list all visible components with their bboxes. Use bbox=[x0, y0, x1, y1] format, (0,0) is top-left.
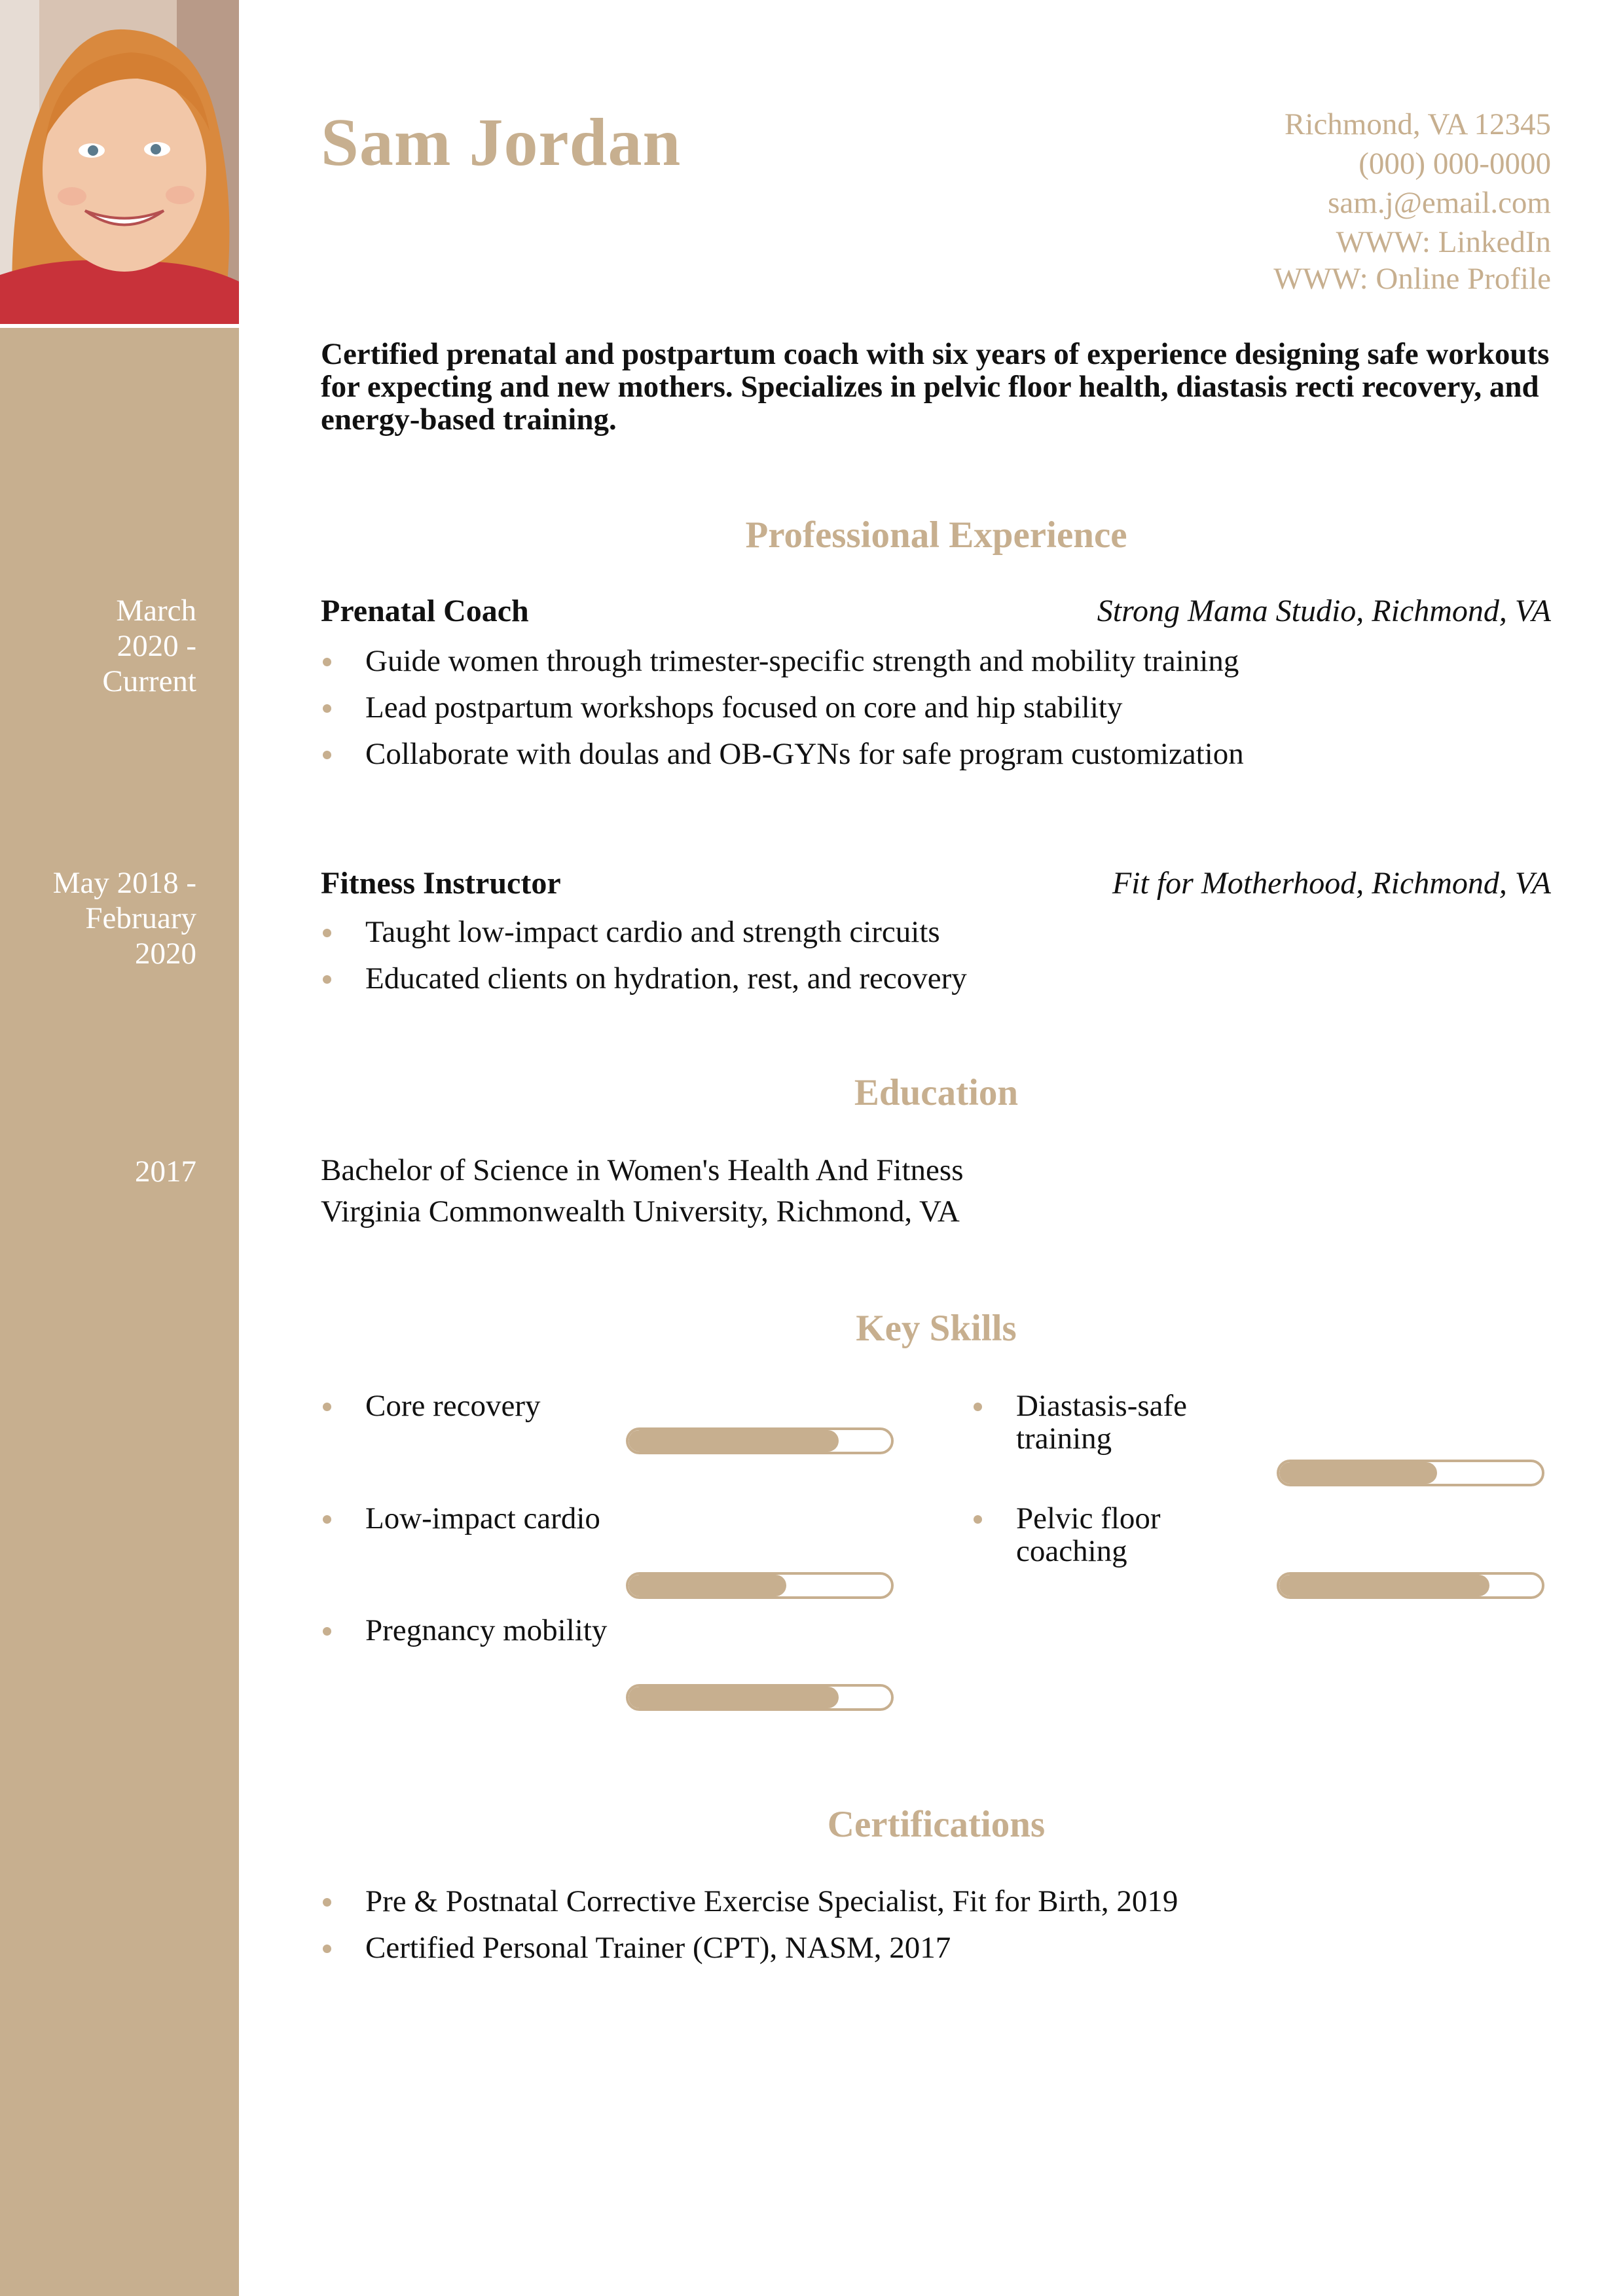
skill-label: Core recovery bbox=[321, 1390, 622, 1422]
contact-address: Richmond, VA 12345 bbox=[1285, 107, 1551, 141]
skill-core-recovery bbox=[321, 1390, 936, 1422]
section-title-skills: Key Skills bbox=[856, 1308, 1017, 1349]
skill-bar bbox=[626, 1572, 894, 1599]
list-item: Collaborate with doulas and OB-GYNs for safe program customization bbox=[321, 734, 1244, 781]
contact-phone: (000) 000-0000 bbox=[1359, 147, 1551, 181]
skill-bar-fill bbox=[629, 1687, 839, 1708]
skill-bar-fill bbox=[1279, 1575, 1489, 1596]
date-line: February bbox=[85, 901, 196, 935]
list-item: Lead postpartum workshops focused on core and hip stability bbox=[321, 688, 1244, 734]
profile-photo bbox=[0, 0, 239, 324]
education-entry bbox=[321, 1150, 964, 1232]
date-line: 2017 bbox=[135, 1155, 196, 1189]
skill-diastasis-safe-training bbox=[972, 1390, 1587, 1455]
list-item: Certified Personal Trainer (CPT), NASM, 2017 bbox=[321, 1928, 1178, 1975]
job-1-title: Prenatal Coach bbox=[321, 594, 529, 628]
skill-pelvic-floor-coaching bbox=[972, 1502, 1587, 1568]
contact-linkedin[interactable]: WWW: LinkedIn bbox=[1336, 225, 1551, 259]
job-1-company: Strong Mama Studio, Richmond, VA bbox=[1097, 594, 1551, 628]
job-1-bullets bbox=[321, 641, 1244, 781]
list-item: Educated clients on hydration, rest, and recovery bbox=[321, 959, 967, 1005]
contact-online-profile[interactable]: WWW: Online Profile bbox=[1273, 262, 1551, 296]
date-line: Current bbox=[102, 664, 196, 698]
skill-bar-fill bbox=[629, 1575, 786, 1596]
job-2-title: Fitness Instructor bbox=[321, 866, 561, 901]
sidebar bbox=[0, 0, 239, 2296]
list-item: Pre & Postnatal Corrective Exercise Specialist, Fit for Birth, 2019 bbox=[321, 1882, 1178, 1928]
skill-bar bbox=[1277, 1572, 1544, 1599]
date-line: March bbox=[116, 594, 196, 628]
date-line: 2020 bbox=[135, 937, 196, 971]
date-line: May 2018 - bbox=[52, 866, 196, 900]
job-2-dates bbox=[13, 865, 196, 971]
contact-email[interactable]: sam.j@email.com bbox=[1328, 186, 1551, 220]
section-title-experience: Professional Experience bbox=[745, 514, 1127, 556]
skill-label: Pregnancy mobility bbox=[321, 1614, 622, 1647]
skill-low-impact-cardio bbox=[321, 1502, 936, 1535]
summary: Certified prenatal and postpartum coach with six years of experience designing safe workouts for expecting and new mothers. Specializes in pelvic floor health, diastasis recti recovery, and energy-based training. bbox=[321, 337, 1550, 437]
list-item: Guide women through trimester-specific strength and mobility training bbox=[321, 641, 1244, 688]
list-item: Taught low-impact cardio and strength circuits bbox=[321, 912, 967, 959]
skill-bar-fill bbox=[1279, 1462, 1437, 1484]
skill-pregnancy-mobility bbox=[321, 1614, 936, 1647]
certifications-list bbox=[321, 1882, 1178, 1975]
skill-label: Pelvic floor coaching bbox=[972, 1502, 1273, 1568]
job-1-dates bbox=[13, 593, 196, 699]
skill-label: Diastasis-safe training bbox=[972, 1390, 1273, 1455]
education-year bbox=[13, 1154, 196, 1189]
section-title-education: Education bbox=[854, 1072, 1019, 1113]
section-title-certifications: Certifications bbox=[827, 1804, 1046, 1845]
education-school: Virginia Commonwealth University, Richmond, VA bbox=[321, 1194, 960, 1229]
skill-bar bbox=[626, 1684, 894, 1711]
skill-bar bbox=[1277, 1460, 1544, 1486]
education-degree: Bachelor of Science in Women's Health And Fitness bbox=[321, 1153, 964, 1187]
contact-block bbox=[1273, 105, 1551, 296]
date-line: 2020 - bbox=[117, 629, 196, 663]
photo-divider bbox=[0, 324, 239, 328]
job-2-company: Fit for Motherhood, Richmond, VA bbox=[1112, 866, 1551, 901]
candidate-name: Sam Jordan bbox=[321, 105, 682, 180]
skill-bar bbox=[626, 1427, 894, 1454]
skill-bar-fill bbox=[629, 1430, 839, 1452]
job-2-bullets bbox=[321, 912, 967, 1005]
skill-label: Low-impact cardio bbox=[321, 1502, 622, 1535]
